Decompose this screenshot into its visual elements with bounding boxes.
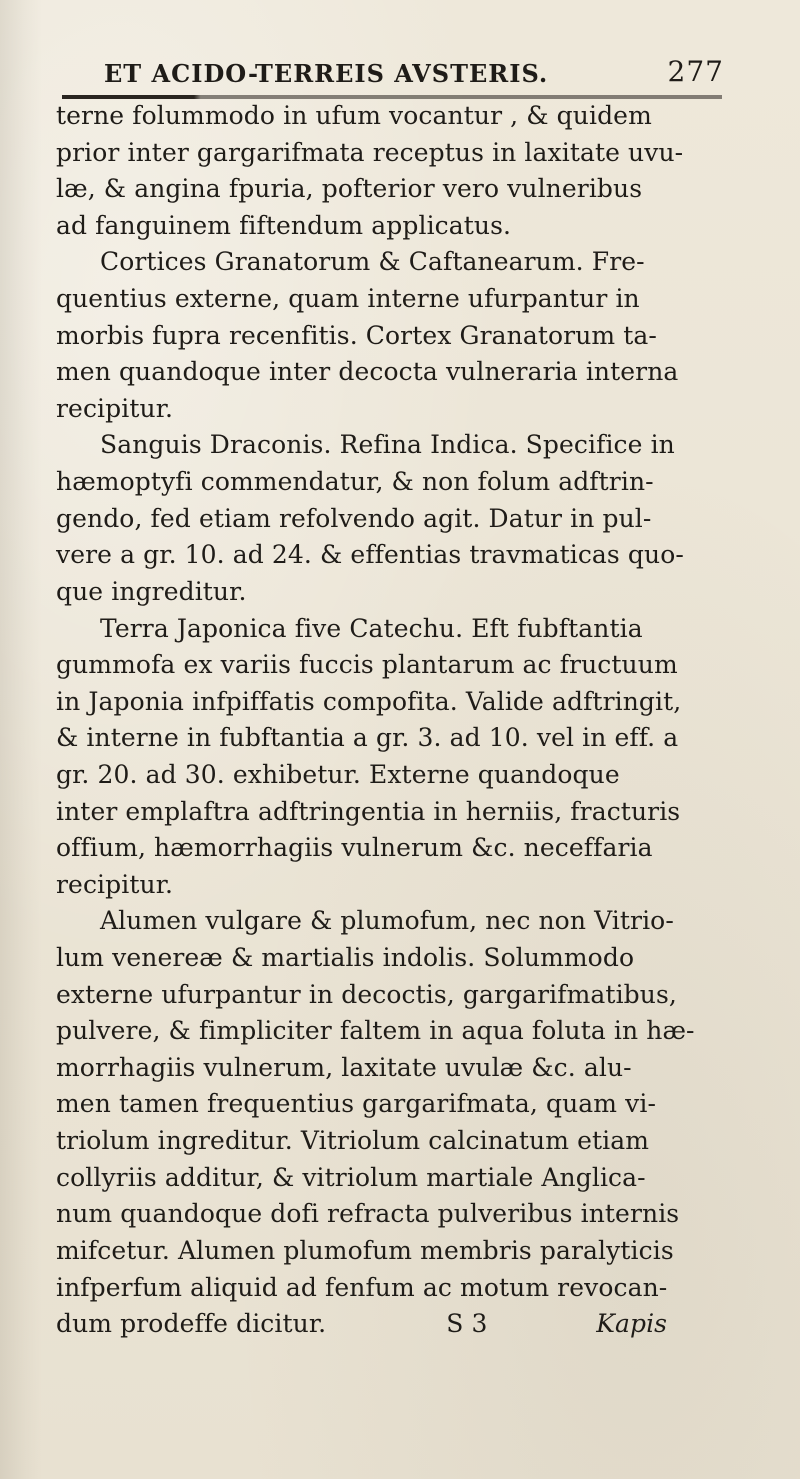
text-line: num quandoque dofi refracta pulveribus internis — [56, 1199, 680, 1229]
text-line: pulvere, & fimpliciter faltem in aqua foluta in hæ- — [56, 1016, 695, 1046]
text-line: ad fanguinem fiftendum applicatus. — [56, 210, 512, 240]
text-line: gendo, fed etiam refolvendo agit. Datur in pul- — [56, 503, 652, 533]
text-line: triolum ingreditur. Vitriolum calcinatum etiam — [56, 1126, 650, 1156]
text-line: men tamen frequentius gargarifmata, quam vi- — [56, 1089, 657, 1119]
text-line: mifcetur. Alumen plumofum membris paralyticis — [56, 1235, 674, 1265]
text-line: externe ufurpantur in decoctis, gargarifmatibus, — [56, 979, 677, 1009]
text-line: gr. 20. ad 30. exhibetur. Externe quandoque — [56, 759, 620, 789]
text-line: morrhagiis vulnerum, laxitate uvulæ &c. alu- — [56, 1052, 632, 1082]
paragraph-start: Terra Japonica five Catechu. Eft fubftantia — [100, 613, 643, 643]
catchword: Kapis — [596, 1309, 668, 1339]
body-text — [56, 98, 746, 1343]
text-line: collyriis additur, & vitriolum martiale Anglica- — [56, 1162, 646, 1192]
signature-mark: S 3 — [446, 1309, 488, 1339]
text-line: & interne in fubftantia a gr. 3. ad 10. vel in eff. a — [56, 723, 679, 753]
paragraph-start: Alumen vulgare & plumofum, nec non Vitrio- — [100, 906, 674, 936]
paragraph-start: Sanguis Draconis. Refina Indica. Specifice in — [100, 430, 675, 460]
text-line: vere a gr. 10. ad 24. & effentias travmaticas quo- — [56, 540, 684, 570]
text-line: prior inter gargarifmata receptus in laxitate uvu- — [56, 137, 684, 167]
text-line: morbis fupra recenfitis. Cortex Granatorum ta- — [56, 320, 657, 350]
page-number: 277 — [667, 55, 724, 88]
final-line-text: dum prodeffe dicitur. — [56, 1309, 327, 1339]
text-line: hæmoptyfi commendatur, & non folum adftrin- — [56, 467, 654, 497]
text-line: læ, & angina fpuria, pofterior vero vulneribus — [56, 174, 643, 204]
final-line — [56, 1306, 746, 1343]
text-line: lum venereæ & martialis indolis. Solummodo — [56, 943, 635, 973]
text-line: inter emplaftra adftringentia in herniis, fracturis — [56, 796, 681, 826]
text-line: recipitur. — [56, 393, 174, 423]
text-line: quentius externe, quam interne ufurpantur in — [56, 284, 640, 314]
text-line: gummofa ex variis fuccis plantarum ac fructuum — [56, 650, 678, 680]
page-edge-shadow — [0, 0, 42, 1479]
running-header — [104, 44, 724, 86]
text-line: offium, hæmorrhagiis vulnerum &c. neceffaria — [56, 833, 653, 863]
running-title: ET ACIDO-TERREIS AVSTERIS. — [104, 59, 549, 88]
text-line: infperfum aliquid ad fenfum ac motum revocan- — [56, 1272, 668, 1302]
text-line: men quandoque inter decocta vulneraria interna — [56, 357, 679, 387]
paragraph-start: Cortices Granatorum & Caftanearum. Fre- — [100, 247, 645, 277]
text-line: in Japonia infpiffatis compofita. Valide adftringit, — [56, 686, 682, 716]
text-line: recipitur. — [56, 869, 174, 899]
text-line: terne folummodo in ufum vocantur , & quidem — [56, 101, 652, 130]
text-line: que ingreditur. — [56, 576, 247, 606]
